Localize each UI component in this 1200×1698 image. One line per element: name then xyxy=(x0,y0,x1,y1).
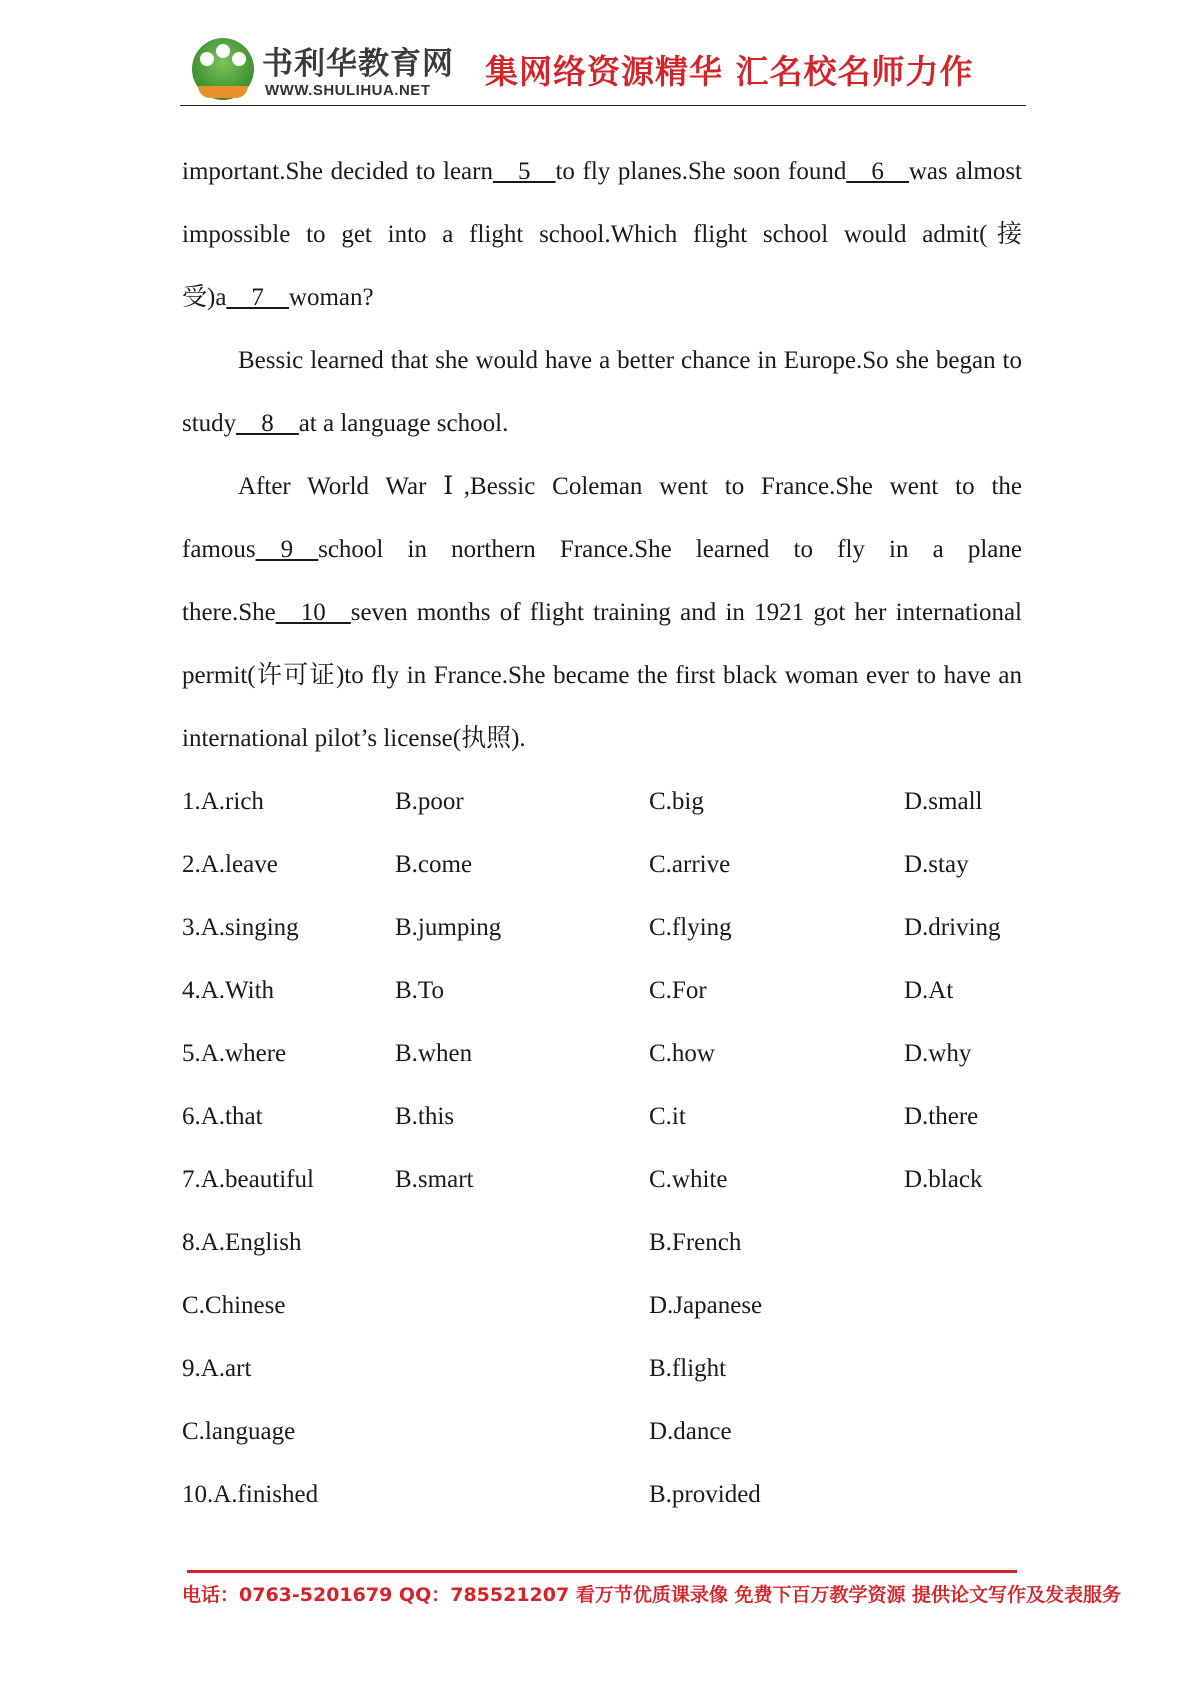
option-a: 6.A.that xyxy=(182,1103,263,1130)
brand-url[interactable]: WWW.SHULIHUA.NET xyxy=(265,82,431,99)
option-row xyxy=(182,1085,1022,1148)
option-d: D.driving xyxy=(904,914,1001,941)
option-d: D.stay xyxy=(904,851,969,878)
option-c: C.how xyxy=(649,1040,715,1067)
header-divider xyxy=(180,105,1026,106)
option-left: C.Chinese xyxy=(182,1292,286,1319)
blank-10: __10__ xyxy=(275,599,351,626)
option-row xyxy=(182,833,1022,896)
document-body xyxy=(182,140,1022,1526)
option-d: D.there xyxy=(904,1103,979,1130)
option-b: B.when xyxy=(395,1040,473,1067)
blank-5: __5__ xyxy=(492,158,556,185)
blank-8: __8__ xyxy=(236,410,299,437)
option-c: C.arrive xyxy=(649,851,731,878)
option-right: B.French xyxy=(649,1229,742,1256)
option-row xyxy=(182,1022,1022,1085)
option-right: D.dance xyxy=(649,1418,732,1445)
option-right: D.Japanese xyxy=(649,1292,763,1319)
option-row xyxy=(182,959,1022,1022)
passage-paragraph-3: After World War Ⅰ,Bessic Coleman went to France.She went to the famous__9__school in northern France.She learned to fly in a plane there.She__10__seven months of flight training and in 1921 got her international permit(许可证)to fly in France.She became the first black woman ever to have an international pilot’s license(执照). xyxy=(182,473,1022,752)
passage-paragraph-2: Bessic learned that she would have a better chance in Europe.So she began to study__8__at a language school. xyxy=(182,347,1022,437)
site-header xyxy=(180,30,1030,108)
option-c: C.it xyxy=(649,1103,686,1130)
option-a: 7.A.beautiful xyxy=(182,1166,314,1193)
option-c: C.flying xyxy=(649,914,732,941)
option-c: C.big xyxy=(649,788,704,815)
option-a: 2.A.leave xyxy=(182,851,278,878)
option-right: B.flight xyxy=(649,1355,727,1382)
option-b: B.this xyxy=(395,1103,455,1130)
footer-contact: 电话：0763-5201679 QQ：785521207 看万节优质课录像 免费下百万教学资源 提供论文写作及发表服务 xyxy=(182,1584,1122,1606)
option-c: C.white xyxy=(649,1166,728,1193)
option-row xyxy=(182,1211,1022,1274)
option-a: 4.A.With xyxy=(182,977,275,1004)
blank-7: __7__ xyxy=(226,284,289,311)
blank-9: __9__ xyxy=(255,536,319,563)
option-row xyxy=(182,1337,1022,1400)
option-b: B.To xyxy=(395,977,444,1004)
option-row xyxy=(182,1400,1022,1463)
option-row xyxy=(182,1148,1022,1211)
option-row xyxy=(182,896,1022,959)
option-a: 5.A.where xyxy=(182,1040,287,1067)
header-slogan: 集网络资源精华 汇名校名师力作 xyxy=(485,52,974,91)
option-right: B.provided xyxy=(649,1481,761,1508)
passage-paragraph-1: important.She decided to learn__5__to fly planes.She soon found__6__was almost impossible to get into a flight school.Which flight school would admit(接受)a__7__woman? xyxy=(182,158,1023,311)
logo-swoosh-icon xyxy=(198,86,248,98)
option-b: B.jumping xyxy=(395,914,502,941)
option-row xyxy=(182,1463,1022,1526)
option-a: 3.A.singing xyxy=(182,914,299,941)
option-left: 9.A.art xyxy=(182,1355,252,1382)
option-b: B.smart xyxy=(395,1166,474,1193)
option-d: D.black xyxy=(904,1166,983,1193)
option-b: B.come xyxy=(395,851,473,878)
option-row xyxy=(182,770,1022,833)
options-list xyxy=(182,770,1022,1526)
brand-name: 书利华教育网 xyxy=(262,46,454,82)
option-left: 8.A.English xyxy=(182,1229,302,1256)
option-left: 10.A.finished xyxy=(182,1481,319,1508)
blank-6: __6__ xyxy=(846,158,909,185)
option-c: C.For xyxy=(649,977,707,1004)
option-d: D.why xyxy=(904,1040,972,1067)
footer-divider xyxy=(187,1570,1017,1573)
option-row xyxy=(182,1274,1022,1337)
option-a: 1.A.rich xyxy=(182,788,264,815)
option-d: D.At xyxy=(904,977,954,1004)
option-b: B.poor xyxy=(395,788,464,815)
option-d: D.small xyxy=(904,788,983,815)
option-left: C.language xyxy=(182,1418,296,1445)
